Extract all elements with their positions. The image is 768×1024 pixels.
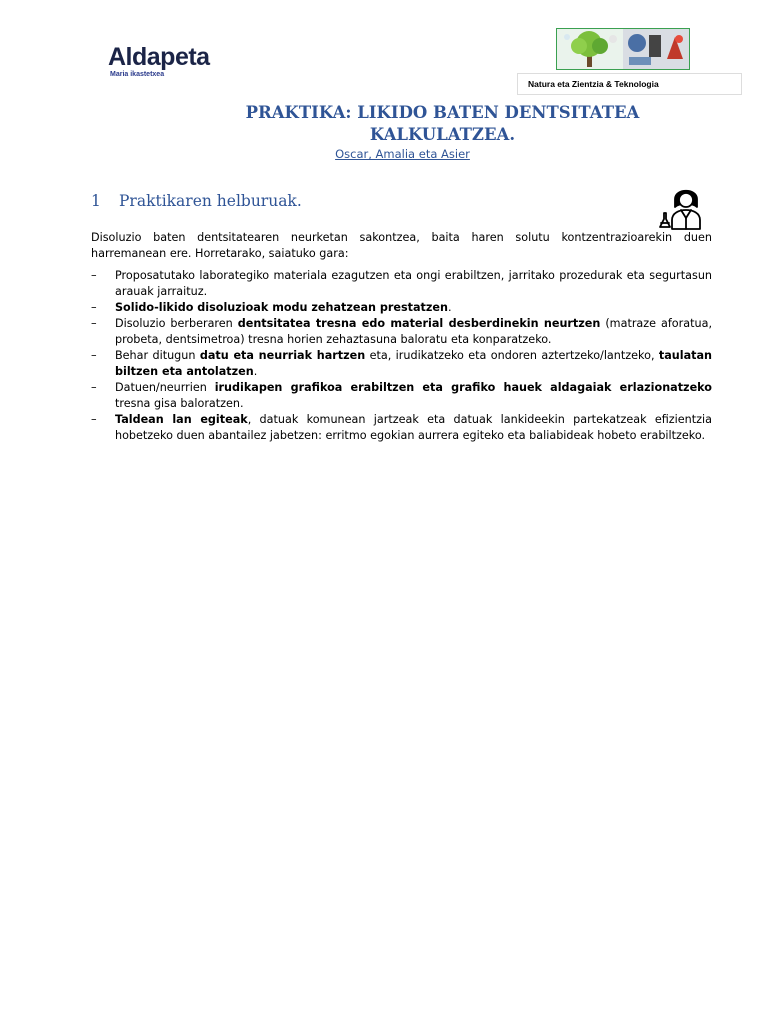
title-line-1: PRAKTIKA: LIKIDO BATEN DENTSITATEA <box>245 103 640 122</box>
goal-emphasis: irudikapen grafikoa erabiltzen eta grafiko hauek aldagaiak erlazionatzeko <box>214 381 712 394</box>
bullet-dash: – <box>91 301 97 314</box>
school-logo <box>108 44 210 78</box>
bullet-dash: – <box>91 413 97 426</box>
tree-collage-icon <box>557 29 623 69</box>
subject-banner-image <box>556 28 690 70</box>
goals-list <box>91 268 712 444</box>
authors-link[interactable]: Oscar, Amalia eta Asier <box>335 147 470 161</box>
document-title <box>205 102 680 146</box>
list-item <box>91 380 712 412</box>
goal-text: Datuen/neurrien <box>115 381 215 394</box>
section-heading <box>91 192 302 210</box>
list-item <box>91 300 712 316</box>
goal-text: tresna gisa baloratzen. <box>115 397 244 410</box>
goal-emphasis: taulatan biltzen eta antolatzen <box>115 349 713 378</box>
goal-text: Disoluzio berberaren <box>115 317 238 330</box>
logo-name: Aldapeta <box>108 43 210 71</box>
goal-text: , datuak komunean jartzeak eta datuak lankideekin partekatzeak efizientzia hobetzeko duen abantailez jabetzen: erritmo egokian aurrera egiteko eta baliabideak hobeto erabiltzeko. <box>115 413 712 442</box>
goal-emphasis: datu eta neurriak hartzen <box>199 349 366 362</box>
goal-emphasis: dentsitatea tresna edo material desberdinekin neurtzen <box>237 317 601 330</box>
goal-text: . <box>447 301 452 314</box>
goal-text: eta, irudikatzeko eta ondoren aztertzeko/lantzeko, <box>365 349 659 362</box>
goal-text: . <box>253 365 258 378</box>
section-title: Praktikaren helburuak. <box>119 192 302 210</box>
intro-paragraph: Disoluzio baten dentsitatearen neurketan sakontzea, baita haren solutu kontzentrazioarekin duen harremanean ere. Horretarako, saiatuko gara: <box>91 231 712 260</box>
bullet-dash: – <box>91 317 97 330</box>
bullet-dash: – <box>91 381 97 394</box>
bullet-dash: – <box>91 349 97 362</box>
scientist-icon <box>657 183 707 235</box>
list-item <box>91 412 712 444</box>
section-number: 1 <box>91 192 101 210</box>
goal-text: (matraze aforatua, probeta, dentsimetroa) tresna horien zehaztasuna baloratu eta konparatzeko. <box>115 317 712 346</box>
list-item <box>91 268 712 300</box>
goal-text: Proposatutako laborategiko materiala ezagutzen eta ongi erabiltzen, jarritako prozedurak eta segurtasun arauak jarraituz. <box>115 269 712 298</box>
section-body <box>91 230 712 444</box>
science-collage-icon <box>623 29 689 69</box>
list-item <box>91 348 712 380</box>
goal-emphasis: Solido-likido disoluzioak modu zehatzean prestatzen <box>115 301 448 314</box>
goal-text: Behar ditugun <box>115 349 200 362</box>
title-line-2: KALKULATZEA. <box>369 125 516 144</box>
list-item <box>91 316 712 348</box>
logo-subtitle: Maria ikastetxea <box>110 71 165 78</box>
bullet-dash: – <box>91 269 97 282</box>
subject-label: Natura eta Zientzia & Teknologia <box>517 73 742 95</box>
goal-emphasis: Taldean lan egiteak <box>115 413 248 426</box>
